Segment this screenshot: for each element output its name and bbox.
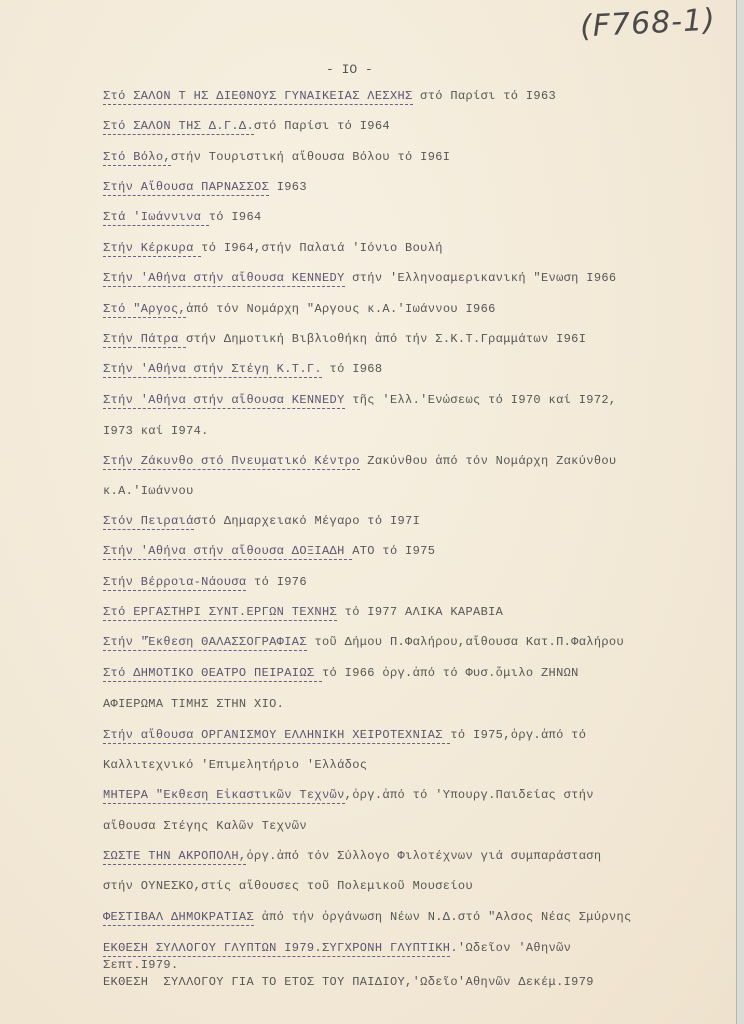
underlined-venue: ΦΕΣΤΙΒΑΛ ΔΗΜΟΚΡΑΤΙΑΣ xyxy=(103,910,255,924)
text-line xyxy=(103,514,420,528)
text-line xyxy=(103,666,579,680)
text-line xyxy=(103,575,307,589)
line-text: τό Ι975,ὀργ.ἀπό τό xyxy=(450,728,587,742)
line-text: στό Παρίσι τό Ι964 xyxy=(254,119,390,133)
line-text: Σεπτ.Ι979. xyxy=(103,958,179,972)
text-line xyxy=(103,758,367,772)
underlined-venue: Στήν Πάτρα xyxy=(103,332,187,346)
text-line xyxy=(103,210,262,224)
text-line xyxy=(103,332,586,346)
text-line xyxy=(103,697,284,711)
line-text: στό Παρίσι τό Ι963 xyxy=(412,89,557,103)
page-edge xyxy=(736,0,744,1024)
line-text: ὀργ.ἀπό τόν Σύλλογο Φιλοτέχνων γιά συμπαράσταση xyxy=(246,849,602,863)
text-line xyxy=(103,605,503,619)
underlined-venue: Στήν αἴθουσα ΟΡΓΑΝΙΣΜΟΥ ΕΛΛΗΝΙΚΗ ΧΕΙΡΟΤΕΧΝΙΑΣ xyxy=(103,728,451,742)
line-text: ἀπό τόν Νομάρχη "Αργους κ.Α.'Ιωάννου Ι966 xyxy=(186,302,496,316)
text-line xyxy=(103,728,586,742)
underlined-venue: Στήν 'Αθήνα στήν Στέγη Κ.Τ.Γ. xyxy=(103,362,322,376)
text-line xyxy=(103,788,594,802)
line-text: κ.Α.'Ιωάννου xyxy=(103,484,194,498)
text-line xyxy=(103,271,616,285)
line-text: ΑΦΙΕΡΩΜΑ ΤΙΜΗΣ ΣΤΗΝ ΧΙΟ. xyxy=(103,697,285,711)
underlined-venue: Στήν Αἴθουσα ΠΑΡΝΑΣΣΟΣ xyxy=(103,180,270,194)
underlined-venue: Στήν 'Αθήνα στήν αἴθουσα ΔΟΞΙΑΔΗ xyxy=(103,544,353,558)
text-line xyxy=(103,879,473,893)
text-line xyxy=(103,635,624,649)
line-text: ΕΚΘΕΣΗ ΣΥΛΛΟΓΟΥ ΓΙΑ ΤΟ ΕΤΟΣ ΤΟΥ ΠΑΙΔΙΟΥ,'Ωδεῖο'Αθηνῶν Δεκέμ.Ι979 xyxy=(103,975,594,989)
underlined-venue: Στήν Βέρροια-Νάουσα xyxy=(103,575,247,589)
text-line xyxy=(103,150,450,164)
text-line xyxy=(103,119,390,133)
underlined-venue: Στό ΔΗΜΟΤΙΚΟ ΘΕΑΤΡΟ ΠΕΙΡΑΙΩΣ xyxy=(103,666,322,680)
underlined-venue: Στό "Αργος, xyxy=(103,302,187,316)
underlined-venue: Στήν 'Αθήνα στήν αἴθουσα KENNEDY xyxy=(103,393,345,407)
text-line xyxy=(103,975,594,989)
line-text: ΑΤΟ τό Ι975 xyxy=(352,544,436,558)
text-line xyxy=(103,362,382,376)
line-text: ,ὀργ.ἀπό τό 'Υπουργ.Παιδείας στήν xyxy=(344,788,594,802)
line-text: στήν ΟΥΝΕΣΚΟ,στίς αἴθουσες τοῦ Πολεμικοῦ Μουσείου xyxy=(103,879,474,893)
underlined-venue: ΕΚΘΕΣΗ ΣΥΛΛΟΓΟΥ ΓΛΥΠΤΩΝ Ι979.ΣΥΓΧΡΟΝΗ ΓΛΥΠΤΙΚΗ xyxy=(103,941,451,955)
underlined-venue: Στό ΣΑΛΟΝ Τ ΗΣ ΔΙΕΘΝΟΥΣ ΓΥΝΑΙΚΕΙΑΣ ΛΕΣΧΗΣ xyxy=(103,89,413,103)
text-line xyxy=(103,958,179,972)
text-line xyxy=(103,849,601,863)
text-line xyxy=(103,941,571,955)
underlined-venue: ΣΩΣΤΕ ΤΗΝ ΑΚΡΟΠΟΛΗ, xyxy=(103,849,247,863)
text-line xyxy=(103,454,617,468)
underlined-venue: ΜΗΤΕΡΑ "Εκθεση Εἰκαστικῶν Τεχνῶν xyxy=(103,788,345,802)
text-line xyxy=(103,484,194,498)
line-text: .'Ωδεῖον 'Αθηνῶν xyxy=(450,941,572,955)
page-number: - IO - xyxy=(326,62,373,77)
underlined-venue: Στά 'Ιωάννινα xyxy=(103,210,209,224)
text-line xyxy=(103,819,307,833)
text-line xyxy=(103,89,556,103)
line-text: τό Ι977 ΑΛΙΚΑ ΚΑΡΑΒΙΑ xyxy=(337,605,504,619)
line-text: τό Ι968 xyxy=(321,362,383,376)
text-line xyxy=(103,910,632,924)
underlined-venue: Στήν Κέρκυρα xyxy=(103,241,202,255)
underlined-venue: Στήν Ζάκυνθο στό Πνευματικό Κέντρο xyxy=(103,454,360,468)
line-text: τῆς 'Ελλ.'Ενώσεως τό Ι970 καί Ι972, xyxy=(344,393,617,407)
line-text: Ι963 xyxy=(269,180,307,194)
line-text: στήν 'Ελληνοαμερικανική "Ενωση Ι966 xyxy=(344,271,617,285)
line-text: τοῦ Δήμου Π.Φαλήρου,αἴθουσα Κατ.Π.Φαλήρου xyxy=(306,635,625,649)
line-text: Καλλιτεχνικό 'Επιμελητήριο 'Ελλάδος xyxy=(103,758,368,772)
line-text: τό Ι964,στήν Παλαιά 'Ιόνιο Βουλή xyxy=(201,241,443,255)
text-line xyxy=(103,393,616,407)
underlined-venue: Στό Βόλο, xyxy=(103,150,171,164)
line-text: τό Ι976 xyxy=(246,575,307,589)
line-text: στήν Δημοτική Βιβλιοθήκη ἀπό τήν Σ.Κ.Τ.Γραμμάτων Ι96Ι xyxy=(186,332,587,346)
line-text: ἀπό τήν ὀργάνωση Νέων Ν.Δ.στό "Αλσος Νέας Σμύρνης xyxy=(254,910,632,924)
underlined-venue: Στήν 'Αθήνα στήν αἴθουσα KENNEDY xyxy=(103,271,345,285)
text-line xyxy=(103,241,443,255)
underlined-venue: Στήν "Ἔκθεση ΘΑΛΑΣΣΟΓΡΑΦΙΑΣ xyxy=(103,635,307,649)
text-line xyxy=(103,180,307,194)
text-line xyxy=(103,302,496,316)
underlined-venue: Στό ΕΡΓΑΣΤΗΡΙ ΣΥΝΤ.ΕΡΓΩΝ ΤΕΧΝΗΣ xyxy=(103,605,338,619)
line-text: στήν Τουριστική αἴθουσα Βόλου τό Ι96Ι xyxy=(170,150,451,164)
text-line xyxy=(103,544,435,558)
handwritten-reference: (F768-1) xyxy=(579,2,717,45)
text-line xyxy=(103,424,209,438)
line-text: αἴθουσα Στέγης Καλῶν Τεχνῶν xyxy=(103,819,307,833)
line-text: τό Ι964 xyxy=(208,210,262,224)
underlined-venue: Στό ΣΑΛΟΝ ΤΗΣ Δ.Γ.Δ. xyxy=(103,119,255,133)
line-text: Ζακύνθου ἀπό τόν Νομάρχη Ζακύνθου xyxy=(359,454,617,468)
line-text: στό Δημαρχειακό Μέγαρο τό Ι97Ι xyxy=(193,514,421,528)
line-text: Ι973 καί Ι974. xyxy=(103,424,209,438)
line-text: τό Ι966 ὀργ.ἀπό τό Φυσ.ὅμιλο ΖΗΝΩΝ xyxy=(321,666,579,680)
underlined-venue: Στόν Πειραιά xyxy=(103,514,194,528)
